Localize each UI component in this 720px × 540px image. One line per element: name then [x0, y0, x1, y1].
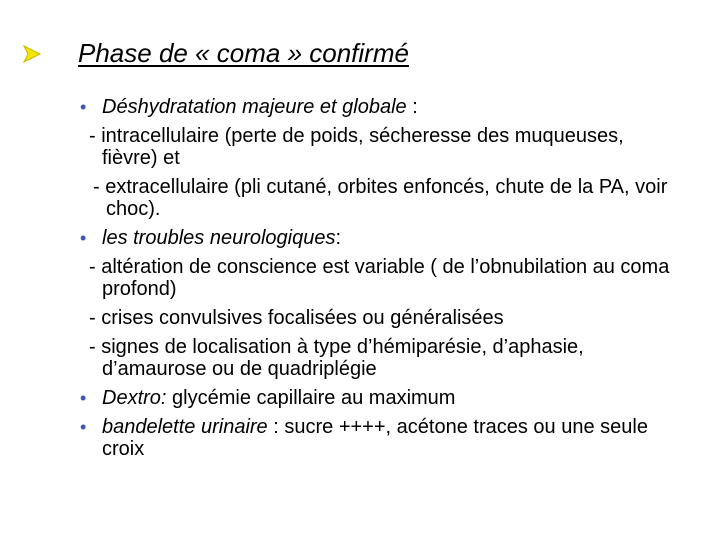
bullet-italic-text: les troubles neurologiques: [102, 227, 336, 249]
slide-title: Phase de « coma » confirmé: [78, 38, 409, 68]
sub-item: - crises convulsives focalisées ou généralisées: [89, 307, 504, 329]
bullet-item: [80, 227, 680, 249]
bullet-dot-icon: •: [80, 417, 87, 437]
bullet-item: [80, 416, 680, 460]
bullet-dot-icon: •: [80, 97, 87, 117]
slide-heading: [22, 38, 409, 69]
bullet-text: : sucre ++++, acétone traces ou une seule croix: [102, 416, 648, 460]
sub-item: - extracellulaire (pli cutané, orbites enfoncés, chute de la PA, voir choc).: [93, 176, 668, 220]
bullet-text: glycémie capillaire au maximum: [166, 387, 456, 409]
arrow-bullet-icon: [22, 44, 42, 64]
bullet-dot-icon: •: [80, 228, 87, 248]
bullet-italic-text: bandelette urinaire: [102, 416, 268, 438]
slide-content: [80, 96, 680, 467]
sub-item: - signes de localisation à type d’hémiparésie, d’aphasie, d’amaurose ou de quadriplégie: [89, 336, 584, 380]
bullet-item: [80, 387, 680, 409]
bullet-dot-icon: •: [80, 388, 87, 408]
sub-item: - altération de conscience est variable ( de l’obnubilation au coma profond): [89, 256, 670, 300]
sub-item: - intracellulaire (perte de poids, sécheresse des muqueuses, fièvre) et: [89, 125, 624, 169]
bullet-item: [80, 96, 680, 118]
bullet-italic-text: Déshydratation majeure et globale: [102, 96, 407, 118]
bullet-text: :: [406, 96, 418, 118]
bullet-italic-text: Dextro:: [102, 387, 167, 409]
bullet-text: :: [335, 227, 342, 249]
